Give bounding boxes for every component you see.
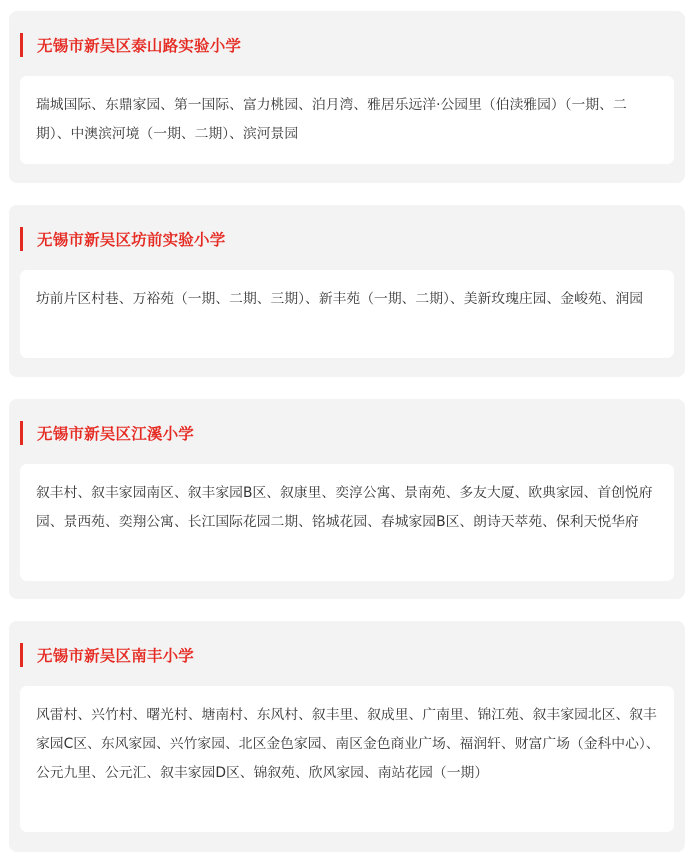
school-areas-box bbox=[20, 76, 674, 164]
school-title: 无锡市新吴区南丰小学 bbox=[37, 647, 195, 665]
school-card-nanfeng bbox=[9, 621, 685, 852]
school-title: 无锡市新吴区泰山路实验小学 bbox=[37, 37, 242, 55]
school-header bbox=[20, 643, 194, 667]
school-header bbox=[20, 227, 225, 251]
school-areas-box bbox=[20, 686, 674, 832]
accent-bar bbox=[20, 227, 23, 251]
school-title: 无锡市新吴区江溪小学 bbox=[37, 425, 195, 443]
accent-bar bbox=[20, 33, 23, 57]
school-areas-box bbox=[20, 270, 674, 358]
school-areas-text: 瑞城国际、东鼎家园、第一国际、富力桃园、泊月湾、雅居乐远洋·公园里（伯渎雅园）（一期、二期）、中澳滨河境（一期、二期）、滨河景园 bbox=[36, 97, 627, 142]
school-areas-text: 叙丰村、叙丰家园南区、叙丰家园B区、叙康里、奕淳公寓、景南苑、多友大厦、欧典家园、首创悦府园、景西苑、奕翔公寓、长江国际花园二期、铭城花园、春城家园B区、朗诗天萃苑、保利天悦华府 bbox=[36, 485, 653, 530]
school-areas-text: 风雷村、兴竹村、曙光村、塘南村、东风村、叙丰里、叙成里、广南里、锦江苑、叙丰家园北区、叙丰家园C区、东风家园、兴竹家园、北区金色家园、南区金色商业广场、福润轩、财富广场（金科中心）、公元九里、公元汇、叙丰家园D区、锦叙苑、欣风家园、南站花园（一期） bbox=[36, 707, 660, 781]
accent-bar bbox=[20, 643, 23, 667]
school-title: 无锡市新吴区坊前实验小学 bbox=[37, 231, 226, 249]
accent-bar bbox=[20, 421, 23, 445]
school-card-jiangxi bbox=[9, 399, 685, 599]
school-card-taishanlu bbox=[9, 11, 685, 183]
school-areas-box bbox=[20, 464, 674, 581]
school-header bbox=[20, 33, 241, 57]
school-areas-text: 坊前片区村巷、万裕苑（一期、二期、三期）、新丰苑（一期、二期）、美新玫瑰庄园、金峻苑、润园 bbox=[36, 291, 644, 307]
school-header bbox=[20, 421, 194, 445]
school-card-fangqian bbox=[9, 205, 685, 377]
